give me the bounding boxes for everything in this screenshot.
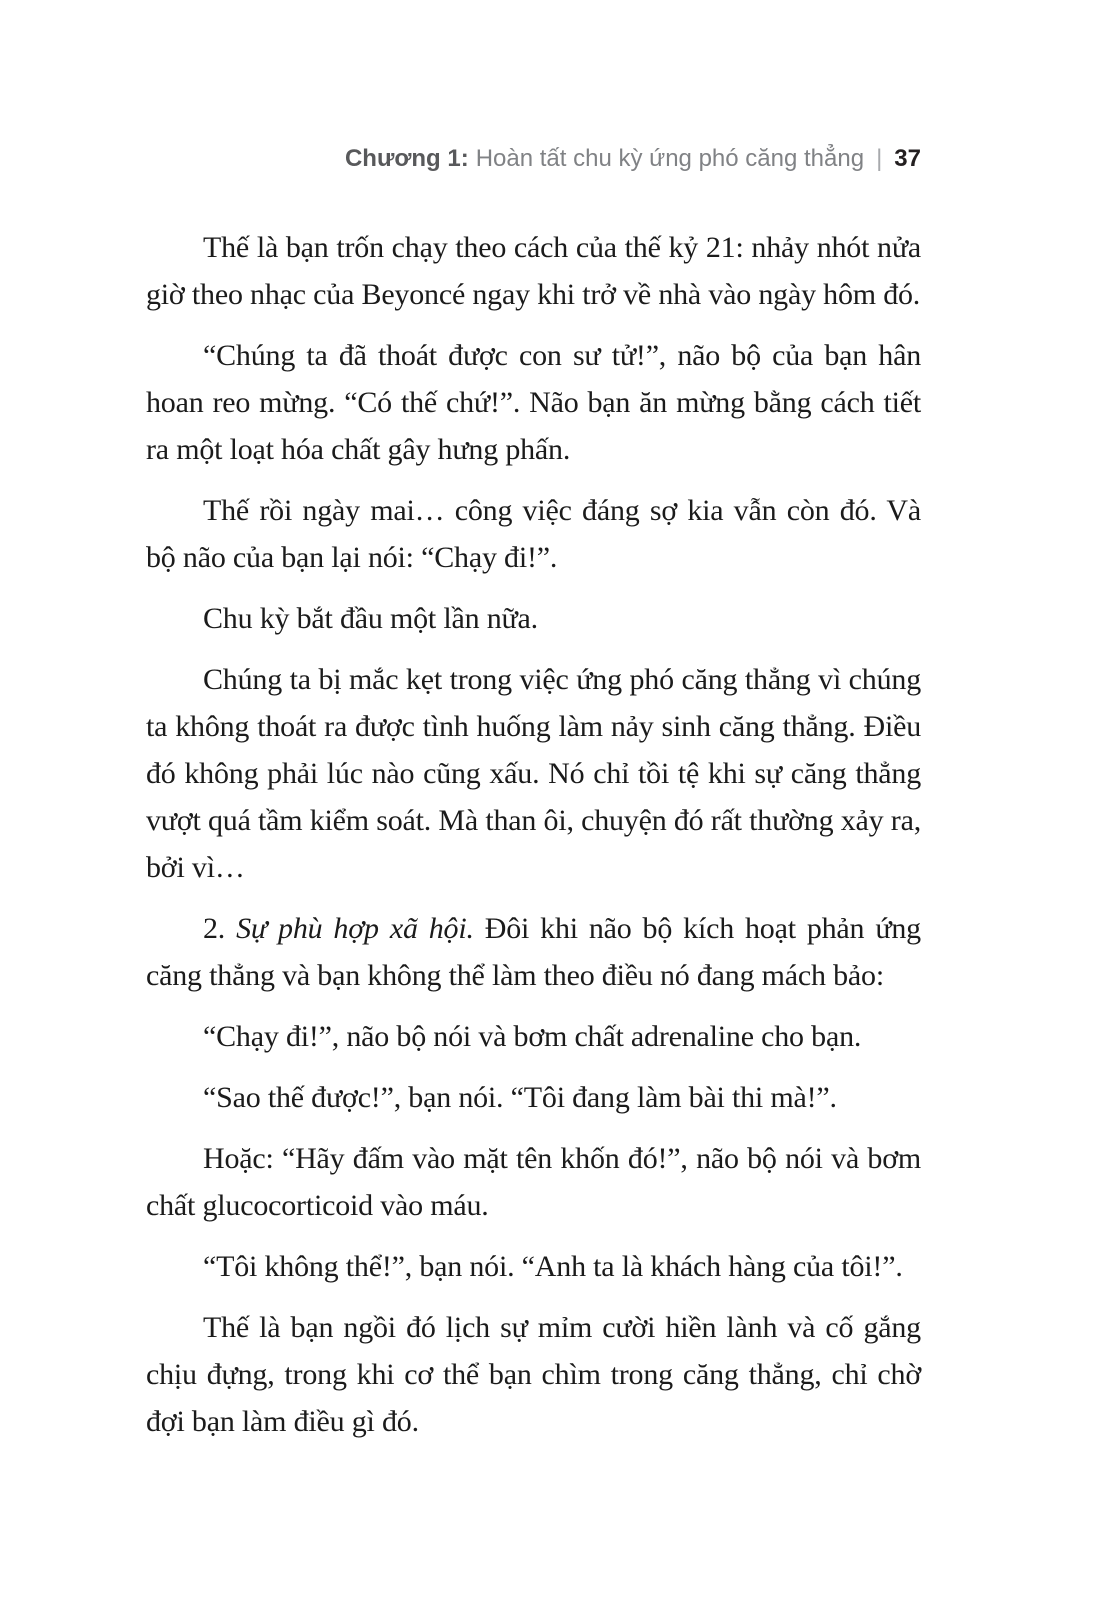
paragraph-text: Chu kỳ bắt đầu một lần nữa. (203, 602, 538, 635)
paragraph-text: “Tôi không thể!”, bạn nói. “Anh ta là khách hàng của tôi!”. (203, 1250, 903, 1283)
paragraph-text: Thế là bạn ngồi đó lịch sự mỉm cười hiền lành và cố gắng chịu đựng, trong khi cơ thể bạn chìm trong căng thẳng, chỉ chờ đợi bạn làm điều gì đó. (146, 1311, 921, 1438)
paragraph (146, 332, 921, 473)
paragraph (146, 1013, 921, 1060)
paragraph (146, 1243, 921, 1290)
paragraph-text: “Chạy đi!”, não bộ nói và bơm chất adrenaline cho bạn. (203, 1020, 862, 1053)
page-content (146, 142, 921, 1459)
chapter-title: Hoàn tất chu kỳ ứng phó căng thẳng (475, 145, 865, 172)
paragraph-text: 2. (203, 912, 237, 945)
paragraph (146, 1074, 921, 1121)
chapter-label: Chương 1: (344, 145, 469, 172)
paragraph (146, 224, 921, 318)
paragraph (146, 595, 921, 642)
paragraph-text: Đôi khi não bộ kích hoạt phản ứng căng thẳng và bạn không thể làm theo điều nó đang mách bảo: (146, 912, 921, 992)
running-head (146, 142, 921, 176)
paragraph (146, 487, 921, 581)
paragraph (146, 656, 921, 891)
paragraph-text: Thế là bạn trốn chạy theo cách của thế kỷ 21: nhảy nhót nửa giờ theo nhạc của Beyoncé ngay khi trở về nhà vào ngày hôm đó. (146, 231, 921, 311)
paragraph-text: Chúng ta bị mắc kẹt trong việc ứng phó căng thẳng vì chúng ta không thoát ra được tình huống làm nảy sinh căng thẳng. Điều đó không phải lúc nào cũng xấu. Nó chỉ tồi tệ khi sự căng thẳng vượt quá tầm kiểm soát. Mà than ôi, chuyện đó rất thường xảy ra, bởi vì… (146, 663, 921, 884)
paragraph (146, 1304, 921, 1445)
paragraph (146, 905, 921, 999)
paragraph-text: “Chúng ta đã thoát được con sư tử!”, não bộ của bạn hân hoan reo mừng. “Có thế chứ!”. Não bạn ăn mừng bằng cách tiết ra một loạt hóa chất gây hưng phấn. (146, 339, 921, 466)
header-separator: | (876, 145, 883, 172)
body-text (146, 224, 921, 1445)
page-number: 37 (894, 145, 921, 172)
paragraph-text: “Sao thế được!”, bạn nói. “Tôi đang làm bài thi mà!”. (203, 1081, 837, 1114)
paragraph-text: Thế rồi ngày mai… công việc đáng sợ kia vẫn còn đó. Và bộ não của bạn lại nói: “Chạy đi!”. (146, 494, 921, 574)
paragraph-text-italic: Sự phù hợp xã hội. (236, 912, 474, 945)
paragraph (146, 1135, 921, 1229)
paragraph-text: Hoặc: “Hãy đấm vào mặt tên khốn đó!”, não bộ nói và bơm chất glucocorticoid vào máu. (146, 1142, 921, 1222)
